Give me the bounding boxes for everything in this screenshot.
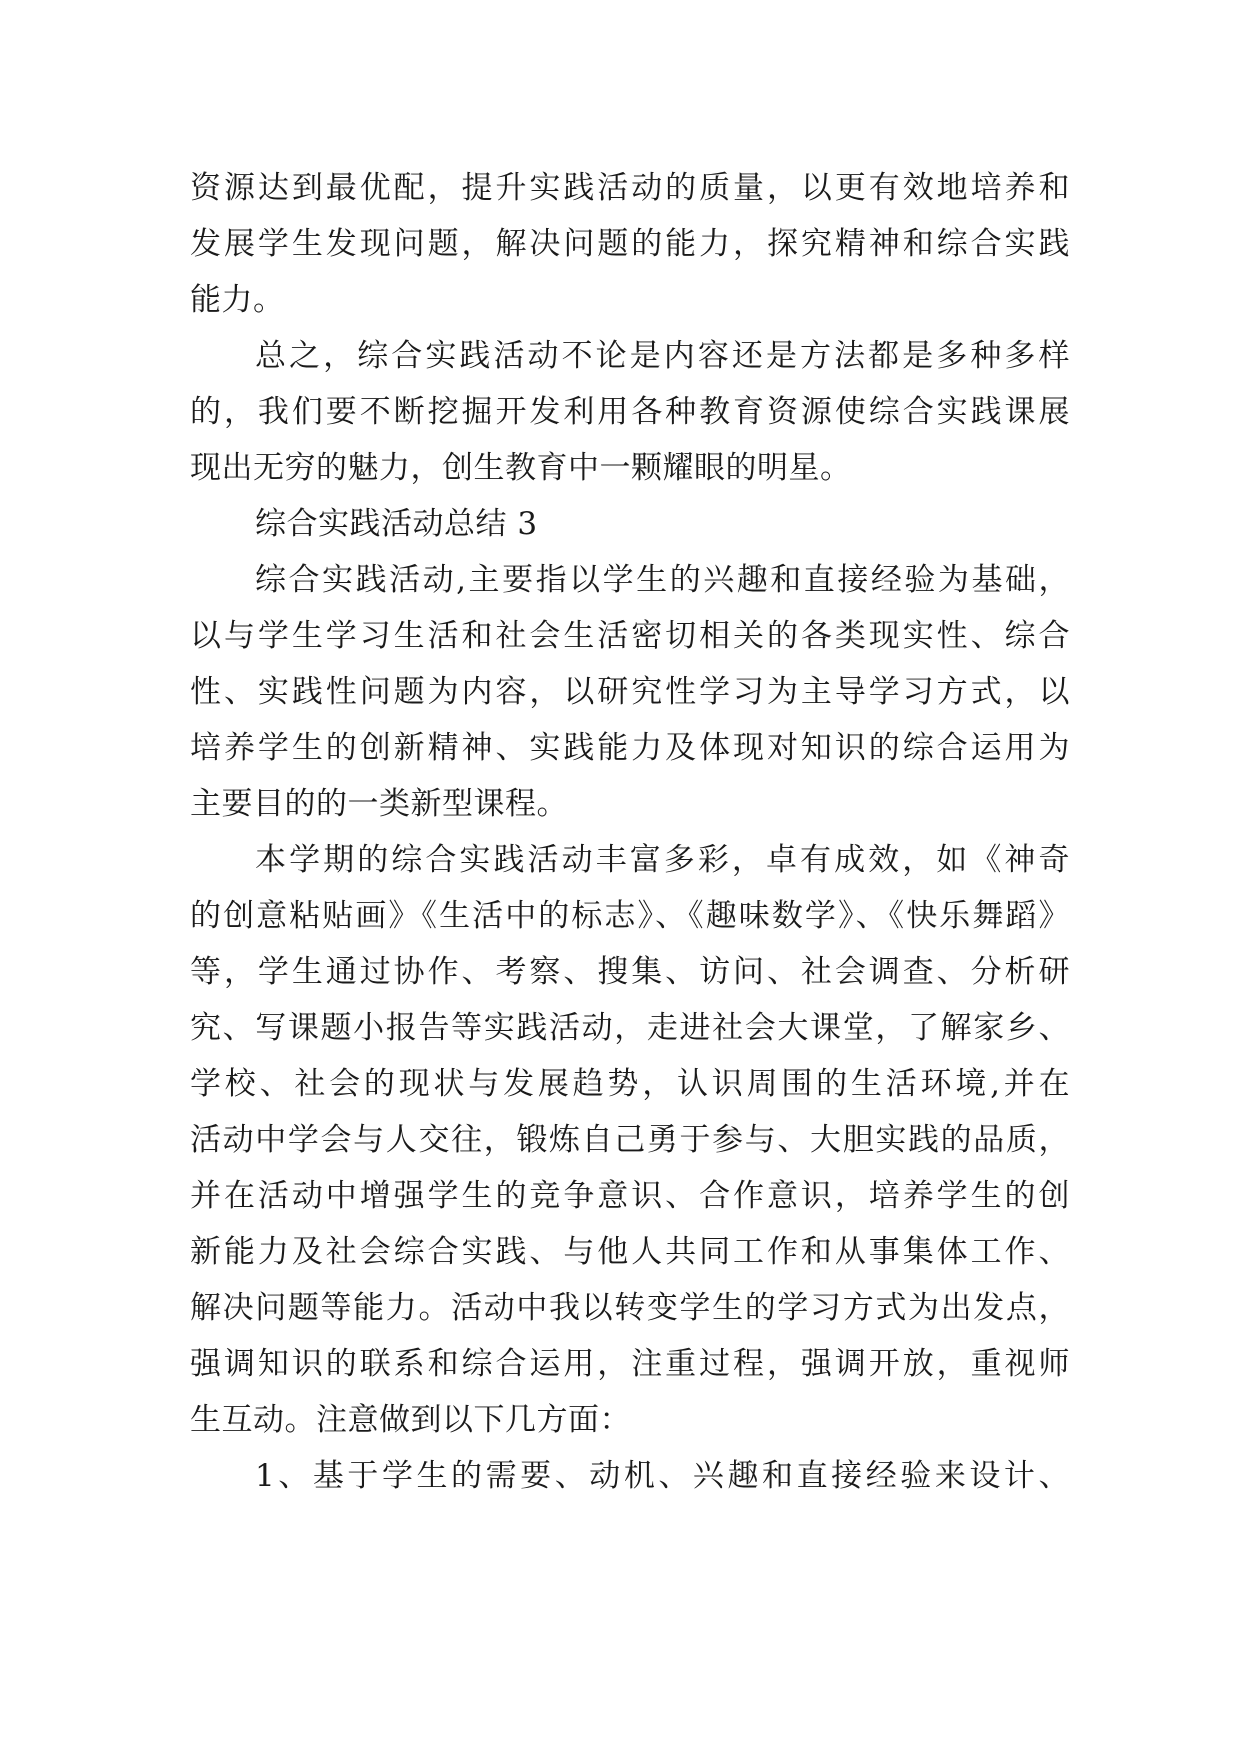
text-line: 生互动。注意做到以下几方面：: [190, 1402, 631, 1438]
text-line: 等，学生通过协作、考察、搜集、访问、社会调查、分析研: [190, 954, 1070, 990]
paragraph-start-line: 本学期的综合实践活动丰富多彩，卓有成效，如《神奇: [255, 842, 1070, 878]
text-line: 资源达到最优配，提升实践活动的质量，以更有效地培养和: [190, 170, 1070, 206]
paragraph-start-line: 综合实践活动,主要指以学生的兴趣和直接经验为基础，: [255, 562, 1070, 598]
text-line: 强调知识的联系和综合运用，注重过程，强调开放，重视师: [190, 1346, 1070, 1382]
text-line: 主要目的的一类新型课程。: [190, 786, 568, 822]
text-line: 以与学生学习生活和社会生活密切相关的各类现实性、综合: [190, 618, 1070, 654]
text-line: 发展学生发现问题，解决问题的能力，探究精神和综合实践: [190, 226, 1070, 262]
text-line: 性、实践性问题为内容，以研究性学习为主导学习方式，以: [190, 674, 1070, 710]
text-line: 的，我们要不断挖掘开发利用各种教育资源使综合实践课展: [190, 394, 1070, 430]
text-line: 究、写课题小报告等实践活动，走进社会大课堂，了解家乡、: [190, 1010, 1070, 1046]
text-line: 解决问题等能力。活动中我以转变学生的学习方式为出发点，: [190, 1290, 1070, 1326]
text-line: 现出无穷的魅力，创生教育中一颗耀眼的明星。: [190, 450, 852, 486]
paragraph-start-line: 总之，综合实践活动不论是内容还是方法都是多种多样: [255, 338, 1070, 374]
text-line: 能力。: [190, 282, 285, 318]
text-line: 学校、社会的现状与发展趋势，认识周围的生活环境,并在: [190, 1066, 1070, 1102]
text-line: 并在活动中增强学生的竞争意识、合作意识，培养学生的创: [190, 1178, 1070, 1214]
list-item-line: 1、基于学生的需要、动机、兴趣和直接经验来设计、: [255, 1458, 1070, 1494]
text-line: 活动中学会与人交往，锻炼自己勇于参与、大胆实践的品质，: [190, 1122, 1070, 1158]
section-heading: 综合实践活动总结 3: [255, 506, 538, 542]
text-line: 的创意粘贴画》《生活中的标志》、《趣味数学》、《快乐舞蹈》: [190, 898, 1070, 934]
text-line: 新能力及社会综合实践、与他人共同工作和从事集体工作、: [190, 1234, 1070, 1270]
text-line: 培养学生的创新精神、实践能力及体现对知识的综合运用为: [190, 730, 1070, 766]
